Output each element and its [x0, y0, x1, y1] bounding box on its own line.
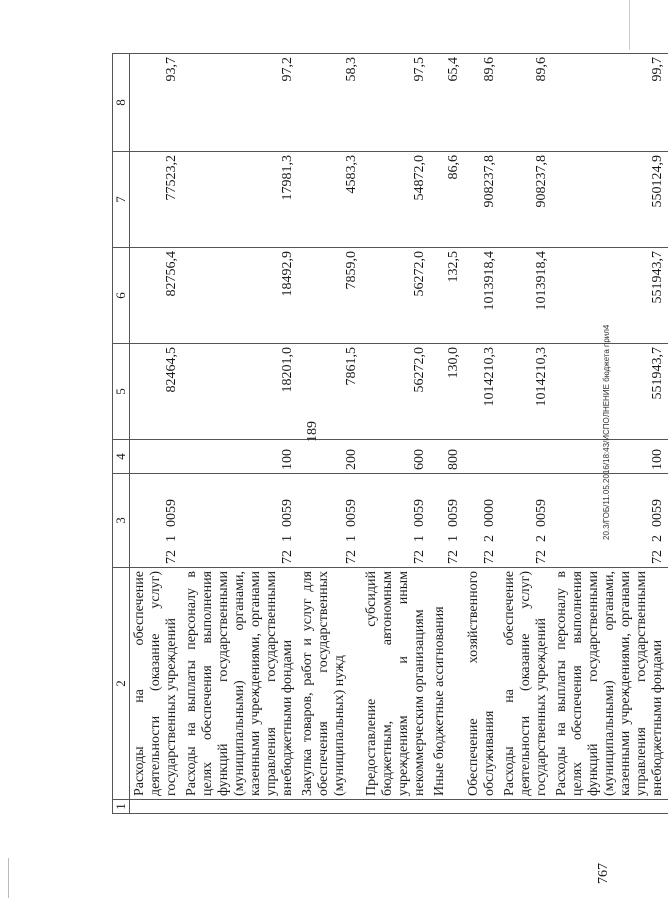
row-expense-type: 800 — [430, 440, 464, 474]
row-code-section: 2 — [534, 535, 549, 542]
row-expense-type: 100 — [552, 440, 668, 474]
col-1-cell — [464, 800, 500, 814]
row-value-col5: 18201,0 — [182, 344, 298, 440]
row-description: Расходы на обеспечение деятельности (оказание услуг) государственных учреждений — [130, 568, 183, 800]
row-code-section: 1 — [280, 535, 295, 542]
row-description: Обеспечение хозяйственного обслуживания — [464, 568, 500, 800]
right-margin-mark — [629, 0, 632, 50]
row-value-col6: 1013918,4 — [500, 248, 552, 344]
row-value-col7: 17981,3 — [182, 152, 298, 248]
row-description: Иные бюджетные ассигнования — [430, 568, 464, 800]
table-row — [182, 54, 298, 814]
row-value-col5: 7861,5 — [298, 344, 362, 440]
table-row — [500, 54, 552, 814]
row-code-section: 2 — [650, 535, 665, 542]
col-1-cell — [298, 800, 362, 814]
row-code-chapter: 72 — [534, 550, 549, 564]
row-percent-col8: 97,5 — [362, 54, 430, 152]
column-header: 3 — [113, 474, 130, 568]
row-expense-type — [500, 440, 552, 474]
row-code-section: 1 — [344, 535, 359, 542]
row-expense-type — [464, 440, 500, 474]
row-value-col5: 1014210,3 — [500, 344, 552, 440]
col-1-cell — [130, 800, 183, 814]
row-code-chapter: 72 — [650, 550, 665, 564]
row-description: Расходы на обеспечение деятельности (оказание услуг) государственных учреждений — [500, 568, 552, 800]
row-expense-type: 100 — [182, 440, 298, 474]
row-value-col6: 1013918,4 — [464, 248, 500, 344]
row-value-col5: 1014210,3 — [464, 344, 500, 440]
row-value-col6: 82756,4 — [130, 248, 183, 344]
row-code — [130, 474, 183, 568]
row-description: Закупка товаров, работ и услуг для обеспечения государственных (муниципальных) нужд — [298, 568, 362, 800]
col-1-cell — [362, 800, 430, 814]
column-header: 6 — [113, 248, 130, 344]
col-1-cell — [182, 800, 298, 814]
row-value-col7: 908237,8 — [464, 152, 500, 248]
row-code-article: 0059 — [446, 499, 461, 527]
row-description: Расходы на выплаты персоналу в целях обеспечения выполнения функций государственными (муниципальными) органами, казенными учреждениями, органами управления государственными внебюджетными фондами — [182, 568, 298, 800]
row-code — [182, 474, 298, 568]
row-value-col6: 56272,0 — [362, 248, 430, 344]
row-code-article: 0059 — [164, 499, 179, 527]
row-code-chapter: 72 — [482, 550, 497, 564]
row-value-col7: 77523,2 — [130, 152, 183, 248]
col-1-cell — [500, 800, 552, 814]
table-row — [430, 54, 464, 814]
row-value-col5: 56272,0 — [362, 344, 430, 440]
row-code — [464, 474, 500, 568]
row-expense-type — [130, 440, 183, 474]
row-description: Предоставление субсидий бюджетным, автономным учреждениям и иным некоммерческим организациям — [362, 568, 430, 800]
column-header: 5 — [113, 344, 130, 440]
row-percent-col8: 93,7 — [130, 54, 183, 152]
row-value-col7: 908237,8 — [500, 152, 552, 248]
column-header-row — [113, 54, 130, 814]
budget-table — [112, 53, 668, 814]
row-code-article: 0059 — [534, 499, 549, 527]
row-value-col5: 551943,7 — [552, 344, 668, 440]
left-margin-mark — [8, 858, 11, 898]
footer-file-path: 20.3/ГОБ/11.05.2016/18:43/ИСПОЛНЕНИЕ бюджета прил4 — [602, 324, 611, 540]
row-value-col6: 7859,0 — [298, 248, 362, 344]
col-1-cell — [430, 800, 464, 814]
row-code-chapter: 72 — [446, 550, 461, 564]
row-code-chapter: 72 — [164, 550, 179, 564]
row-code-article: 0059 — [280, 499, 295, 527]
row-percent-col8: 58,3 — [298, 54, 362, 152]
row-code — [362, 474, 430, 568]
row-value-col7: 54872,0 — [362, 152, 430, 248]
row-expense-type: 600 — [362, 440, 430, 474]
row-percent-col8: 99,7 — [552, 54, 668, 152]
row-code-chapter: 72 — [280, 550, 295, 564]
table-row — [130, 54, 183, 814]
row-code-article: 0059 — [412, 499, 427, 527]
row-code-section: 1 — [446, 535, 461, 542]
row-expense-type: 200 — [298, 440, 362, 474]
col-1-cell — [552, 800, 668, 814]
column-header: 4 — [113, 440, 130, 474]
row-value-col7: 4583,3 — [298, 152, 362, 248]
row-code-article: 0059 — [650, 499, 665, 527]
row-value-col7: 86,6 — [430, 152, 464, 248]
row-value-col6: 551943,7 — [552, 248, 668, 344]
table-row — [362, 54, 430, 814]
column-header: 7 — [113, 152, 130, 248]
table-row — [464, 54, 500, 814]
row-value-col6: 132,5 — [430, 248, 464, 344]
column-header: 2 — [113, 568, 130, 800]
row-percent-col8: 89,6 — [464, 54, 500, 152]
row-value-col6: 18492,9 — [182, 248, 298, 344]
page-number-top: 189 — [305, 421, 320, 442]
row-code — [430, 474, 464, 568]
row-code-section: 1 — [164, 535, 179, 542]
row-value-col5: 82464,5 — [130, 344, 183, 440]
row-percent-col8: 65,4 — [430, 54, 464, 152]
page-number-bottom: 767 — [596, 863, 611, 884]
row-code-chapter: 72 — [344, 550, 359, 564]
row-value-col7: 550124,9 — [552, 152, 668, 248]
row-description: Расходы на выплаты персоналу в целях обеспечения выполнения функций государственными (муниципальными) органами, казенными учреждениями, органами управления государственными внебюджетными фондами — [552, 568, 668, 800]
row-code — [298, 474, 362, 568]
row-code-section: 1 — [412, 535, 427, 542]
row-percent-col8: 97,2 — [182, 54, 298, 152]
row-code-section: 2 — [482, 535, 497, 542]
column-header: 8 — [113, 54, 130, 152]
row-code — [500, 474, 552, 568]
row-value-col5: 130,0 — [430, 344, 464, 440]
column-header: 1 — [113, 800, 130, 814]
row-code-article: 0000 — [482, 499, 497, 527]
row-code-article: 0059 — [344, 499, 359, 527]
row-code-chapter: 72 — [412, 550, 427, 564]
row-percent-col8: 89,6 — [500, 54, 552, 152]
